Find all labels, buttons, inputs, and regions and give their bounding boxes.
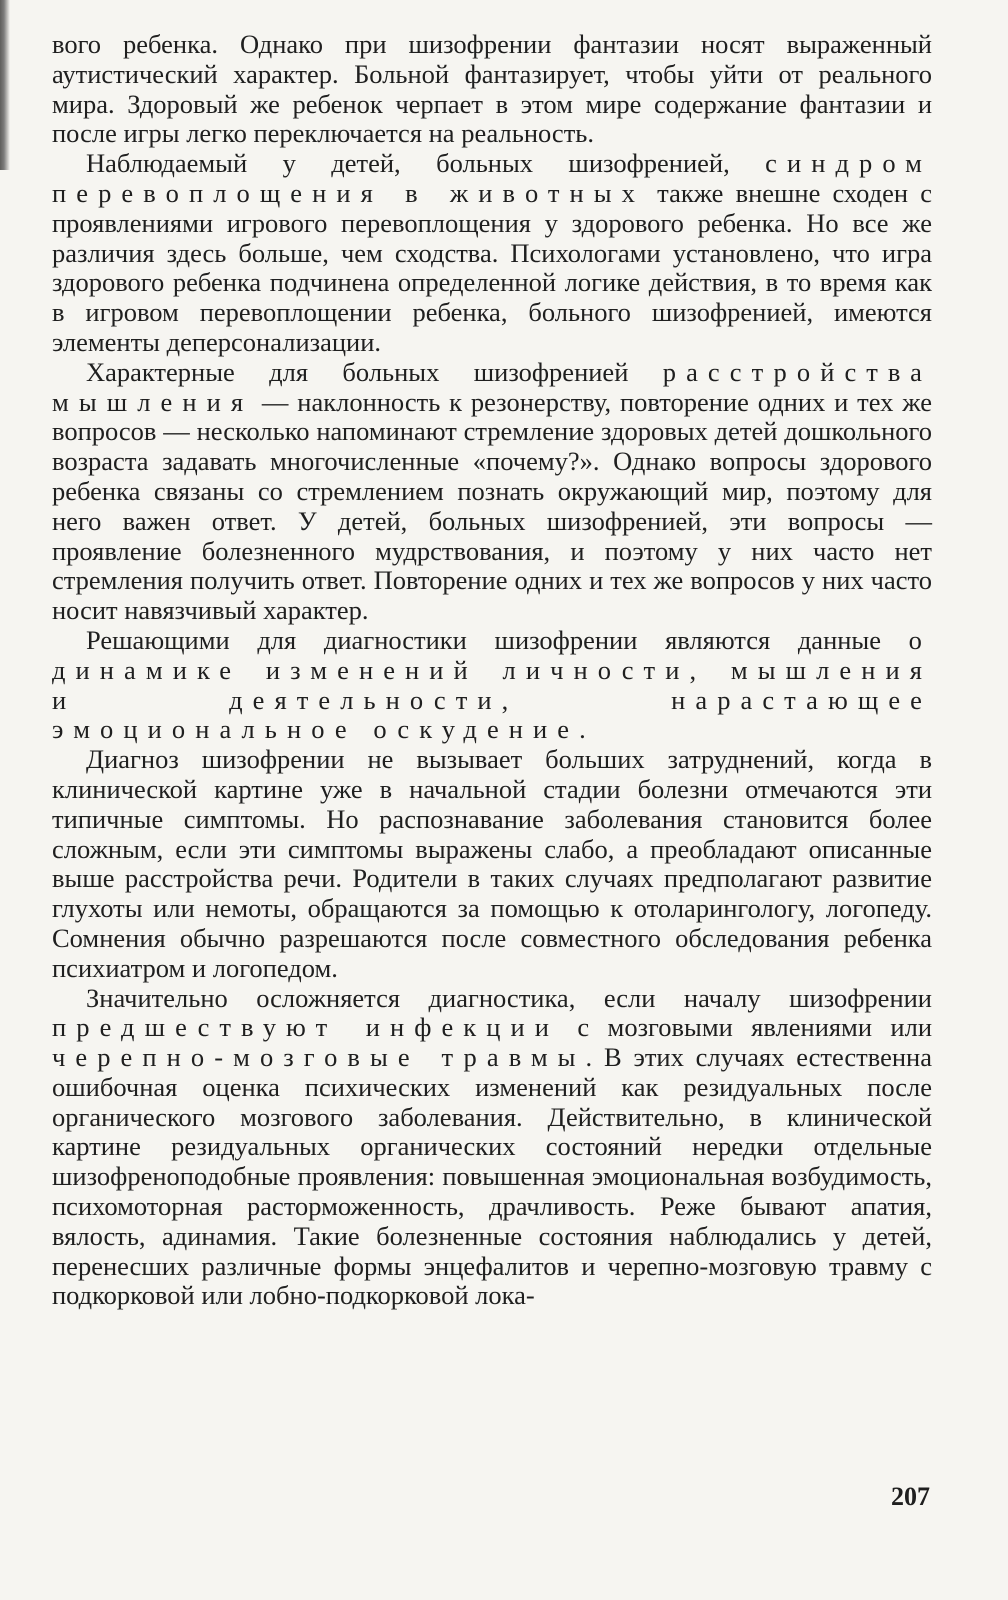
text-segment: Диагноз шизофрении не вызывает больших затруднений, когда в клинической картине уже в начальной стадии болезни отмечаются эти типичные симптомы. Но распознавание заболевания становится более сложным, если эти симптомы выражены слабо, а преобладают описанные выше расстройства речи. Родители в таких случаях предполагают развитие глухоты или немоты, обращаются за помощью к отоларингологу, логопеду. Сомнения обычно разрешаются после совместного обследования ребенка психиатром и логопедом. (52, 744, 932, 983)
paragraph-4 (52, 626, 932, 745)
paragraph-1 (52, 30, 932, 149)
text-segment: . В этих случаях естественна ошибочная оценка психических изменений как резидуальных после органического мозгового заболевания. Действительно, в клинической картине резидуальных органических состояний нередки отдельные шизофреноподобные проявления: повышенная эмоциональная возбудимость, психомоторная расторможенность, драчливость. Реже бывают апатия, вялость, адинамия. Такие болезненные состояния наблюдались у детей, перенесших различные формы энцефалитов и черепно-мозговую травму с подкорковой или лобно-подкорковой лока- (52, 1042, 932, 1311)
text-segment: также внешне сходен с проявлениями игрового перевоплощения у здорового ребенка. Но все же различия здесь больше, чем сходства. Психологами установлено, что игра здорового ребенка подчинена определенной логике действия, в то время как в игровом перевоплощении ребенка, больного шизофренией, имеются элементы деперсонализации. (52, 177, 932, 357)
text-segment: Решающими для диагностики шизофрении являются данные (86, 624, 909, 655)
emphasized-term: черепно-мозговые травмы (52, 1042, 586, 1073)
scan-edge-shadow (0, 0, 10, 170)
emphasized-term: синдром перевоплощения в животных (52, 148, 932, 208)
paragraph-3 (52, 358, 932, 626)
body-text (52, 30, 932, 1311)
text-segment: Характерные для больных шизофренией (86, 356, 663, 387)
text-segment: — наклонность к резонерству, повторение одних и тех же вопросов — несколько напоминают стремление здоровых детей дошкольного возраста задавать многочисленные «почему?». Однако вопросы здорового ребенка связаны со стремлением познать окружающий мир, поэтому для него важен ответ. У детей, больных шизофренией, эти вопросы — проявление болезненного мудрствования, и поэтому у них часто нет стремления получить ответ. Повторение одних и тех же вопросов у них часто носит навязчивый характер. (52, 386, 932, 626)
paragraph-5 (52, 745, 932, 983)
text-segment: вого ребенка. Однако при шизофрении фантазии носят выраженный аутистический характер. Больной фантазирует, чтобы уйти от реального мира. Здоровый же ребенок черпает в этом мире содержание фантазии и после игры легко переключается на реальность. (52, 29, 932, 149)
paragraph-2 (52, 149, 932, 358)
page-number: 207 (891, 1482, 930, 1511)
text-segment: Наблюдаемый у детей, больных шизофренией, (86, 148, 766, 179)
text-segment: . (579, 714, 586, 745)
text-segment: с мозговыми явлениями или (558, 1012, 933, 1043)
emphasized-term: о динамике изменений личности, мышления и деятельности, нарастающее эмоциональное оскудение (52, 624, 932, 745)
emphasized-term: предшествуют инфекции (52, 1012, 559, 1043)
emphasized-term: расстройства мышления (52, 356, 932, 417)
text-segment: Значительно осложняется диагностика, если началу шизофрении (86, 982, 932, 1013)
paragraph-6 (52, 984, 932, 1312)
